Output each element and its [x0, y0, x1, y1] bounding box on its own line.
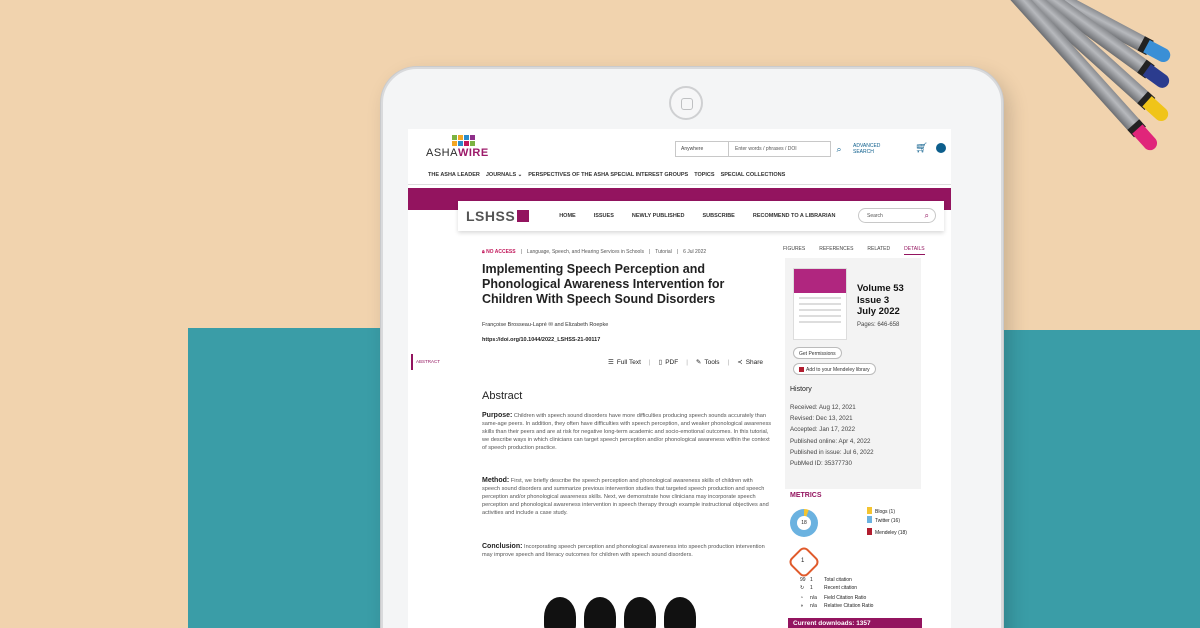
- method-text: First, we briefly describe the speech perception and phonological awareness skills of children with speech sound disorders and summarize previous intervention studies that targeted speech production and speech perception and/or phonological awareness skills. Next, we demonstrate how clinicians may incorporate speech perception and phonological awareness intervention in speech therapy through example instructional objectives and activities and include a case study.: [482, 478, 769, 517]
- page-range: Pages: 646-658: [857, 322, 900, 328]
- journal-logo-square-icon: [517, 210, 529, 222]
- child-silhouette: [584, 597, 616, 628]
- article-journal[interactable]: Language, Speech, and Hearing Services in Schools: [526, 249, 644, 255]
- teal-card-right: [985, 330, 1200, 628]
- abstract-heading: Abstract: [482, 390, 523, 402]
- legend-swatch: [867, 507, 872, 514]
- search-icon[interactable]: ⌕: [836, 144, 842, 154]
- nav-special-collections[interactable]: SPECIAL COLLECTIONS: [720, 172, 786, 178]
- current-downloads: Current downloads: 1357: [788, 618, 922, 628]
- purpose-text: Children with speech sound disorders have more difficulties producing speech sounds accurately than same-age peers. In addition, they often have difficulties with speech perception, and weaker phonological awareness skills than their peers and are at risk for negative long-term academic and socio-emotional outcomes. In this tutorial, we describe ways in which clinicians can target speech perception and/or phonological awareness within the context of speech production practice.: [482, 413, 772, 452]
- document-icon: ▯: [658, 359, 663, 366]
- legend-item: Twitter (16): [867, 516, 907, 525]
- quote-icon: 99: [800, 577, 806, 583]
- nav-perspectives[interactable]: PERSPECTIVES OF THE ASHA SPECIAL INTEREST GROUPS: [528, 172, 689, 178]
- advanced-search-link[interactable]: ADVANCED SEARCH: [853, 143, 881, 155]
- history-item: PubMed ID: 35377730: [790, 460, 852, 468]
- conclusion-text: Incorporating speech perception and phonological awareness into speech production intervention may improve speech and literacy outcomes for children with speech sound disorders.: [482, 544, 765, 559]
- article-tools: ☰ Full Text | ▯ PDF | ✎ Tools | ≺ Share: [608, 358, 764, 366]
- tablet-screen: [408, 129, 951, 628]
- main-nav: [428, 172, 785, 178]
- journal-nav: [559, 213, 835, 219]
- lines-icon: ☰: [608, 359, 614, 366]
- logo-suffix: WIRE: [457, 147, 489, 159]
- search-icon[interactable]: ⌕: [924, 211, 929, 220]
- article-meta: 🔒︎ NO ACCESS | Language, Speech, and Hearing Services in Schools | Tutorial | 6 Jul 2022: [482, 249, 707, 255]
- home-button[interactable]: [669, 86, 703, 120]
- article-title: Implementing Speech Perception and Phonological Awareness Intervention for Children With Speech Sound Disorders: [482, 262, 725, 306]
- volume-label: Volume 53: [857, 283, 904, 294]
- citation-row: ↻ 1 Recent citation: [800, 584, 858, 591]
- tab-figures[interactable]: FIGURES: [783, 246, 806, 252]
- conclusion-label: Conclusion:: [482, 543, 523, 550]
- citation-metrics: [800, 577, 873, 610]
- access-status: NO ACCESS: [486, 249, 516, 255]
- legend-item: Mendeley (18): [867, 528, 907, 537]
- lock-icon: 🔒︎: [482, 249, 485, 255]
- child-silhouette: [544, 597, 576, 628]
- issue-label: Issue 3: [857, 294, 890, 306]
- citation-row: ◔ n/a Field Citation Ratio: [800, 595, 867, 602]
- tab-details[interactable]: DETAILS: [904, 246, 924, 255]
- abstract-conclusion: [482, 543, 772, 559]
- metrics-heading: METRICS: [790, 492, 822, 499]
- abstract-method: [482, 477, 772, 517]
- legend-swatch: [867, 528, 872, 535]
- search-scope-select[interactable]: Anywhere: [675, 141, 729, 157]
- mendeley-icon: [799, 367, 804, 372]
- share-icon: ≺: [737, 359, 743, 366]
- nav-topics[interactable]: TOPICS: [694, 172, 715, 178]
- ratio-icon: ◑: [800, 602, 804, 609]
- nav-asha-leader[interactable]: THE ASHA LEADER: [428, 172, 480, 178]
- altmetric-donut-icon[interactable]: [790, 509, 818, 537]
- article-authors[interactable]: Françoise Brosseau-Lapré ✉ and Elizabeth Roepke: [482, 322, 609, 328]
- panel-tabs: [783, 246, 925, 255]
- journal-search-input[interactable]: [858, 208, 936, 223]
- journal-nav-recommend[interactable]: RECOMMEND TO A LIBRARIAN: [752, 213, 836, 219]
- cart-icon[interactable]: 🛒︎: [915, 143, 928, 154]
- purpose-label: Purpose:: [482, 412, 513, 419]
- mendeley-label: Add to your Mendeley library: [806, 366, 870, 373]
- history-item: Received: Aug 12, 2021: [790, 404, 856, 411]
- tools-button[interactable]: [696, 358, 720, 366]
- history-heading: History: [790, 386, 812, 393]
- pdf-label: PDF: [665, 359, 679, 366]
- method-label: Method:: [482, 477, 510, 484]
- journal-header: [458, 201, 944, 231]
- pdf-button[interactable]: [659, 358, 679, 366]
- issue-date: July 2022: [857, 306, 900, 317]
- full-text-button[interactable]: [608, 358, 641, 366]
- nav-journals[interactable]: JOURNALS ⌄: [485, 172, 523, 178]
- issue-cover-image[interactable]: [793, 268, 847, 340]
- history-item: Published in issue: Jul 6, 2022: [790, 448, 874, 456]
- journal-logo-text: LSHSS: [466, 208, 516, 224]
- get-permissions-button[interactable]: Get Permissions: [793, 347, 842, 359]
- tools-label: Tools: [704, 359, 720, 366]
- journal-logo[interactable]: [466, 208, 529, 224]
- logo-dots-icon: [452, 135, 489, 146]
- share-label: Share: [745, 359, 764, 366]
- share-button[interactable]: [737, 358, 763, 366]
- search-input[interactable]: Enter words / phrases / DOI: [729, 141, 831, 157]
- child-silhouette: [664, 597, 696, 628]
- journal-search-placeholder: Search: [867, 213, 883, 219]
- children-silhouettes-image: [544, 597, 696, 628]
- dimensions-score: 1: [801, 558, 805, 564]
- history-item: Accepted: Jan 17, 2022: [790, 426, 856, 434]
- article-date: 6 Jul 2022: [683, 249, 707, 255]
- refresh-icon: ↻: [800, 584, 805, 591]
- wrench-icon: ✎: [695, 359, 702, 366]
- history-item: Revised: Dec 13, 2021: [790, 415, 853, 423]
- site-search: [675, 141, 893, 157]
- gauge-icon: ◔: [800, 595, 804, 602]
- journal-nav-subscribe[interactable]: SUBSCRIBE: [702, 213, 735, 219]
- ashawire-logo[interactable]: [426, 135, 489, 159]
- mendeley-button[interactable]: [793, 363, 876, 375]
- child-silhouette: [624, 597, 656, 628]
- history-list: [790, 402, 874, 469]
- citation-row: 99 1 Total citation: [800, 577, 852, 583]
- altmetric-score: 18: [797, 516, 811, 530]
- history-item: Published online: Apr 4, 2022: [790, 437, 871, 445]
- citation-row: ◑ n/a Relative Citation Ratio: [800, 602, 874, 609]
- account-icon[interactable]: [936, 143, 946, 153]
- journal-nav-issues[interactable]: ISSUES: [593, 213, 614, 219]
- side-tab-abstract[interactable]: ABSTRACT: [411, 354, 440, 370]
- abstract-purpose: [482, 412, 772, 452]
- article-type: Tutorial: [655, 249, 672, 255]
- journal-nav-home[interactable]: HOME: [559, 213, 576, 219]
- teal-card-left: [188, 328, 398, 628]
- tab-references[interactable]: REFERENCES: [819, 246, 854, 252]
- legend-swatch: [867, 516, 872, 523]
- full-text-label: Full Text: [616, 359, 641, 366]
- legend-item: Blogs (1): [867, 507, 907, 516]
- altmetric-legend: [867, 507, 907, 537]
- issue-info[interactable]: [857, 283, 904, 318]
- logo-prefix: ASHA: [426, 147, 458, 159]
- tab-related[interactable]: RELATED: [867, 246, 891, 252]
- nav-divider: [408, 184, 951, 185]
- details-panel: [785, 258, 921, 489]
- journal-nav-newly-published[interactable]: NEWLY PUBLISHED: [631, 213, 685, 219]
- article-doi[interactable]: https://doi.org/10.1044/2022_LSHSS-21-00117: [482, 337, 601, 343]
